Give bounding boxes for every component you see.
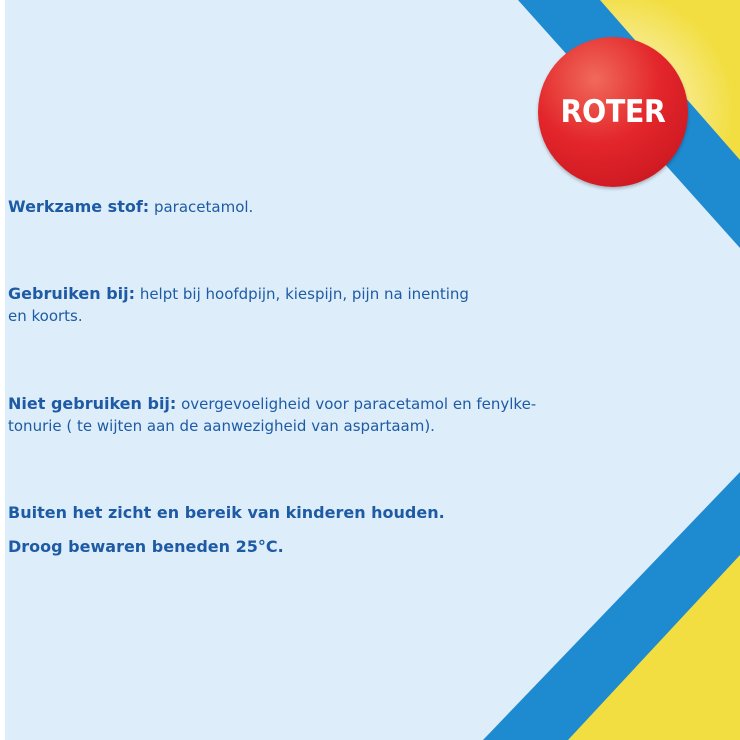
contraindications-text: overgevoeligheid voor paracetamol en fenylke- [176,395,537,413]
indications-text-cont: en koorts. [8,307,83,325]
indications-label: Gebruiken bij: [8,284,136,303]
active-ingredient-label: Werkzame stof: [8,197,150,216]
storage-instruction: Droog bewaren beneden 25°C. [8,537,284,556]
logo-text: ROTER [560,94,666,130]
keep-away-warning: Buiten het zicht en bereik van kinderen houden. [8,503,445,522]
contraindications-label: Niet gebruiken bij: [8,394,177,413]
active-ingredient-text: paracetamol. [149,198,254,216]
indications-text: helpt bij hoofdpijn, kiespijn, pijn na inenting [135,285,469,303]
active-ingredient-section [8,196,253,218]
roter-logo [538,37,688,187]
indications-section [8,283,469,327]
contraindications-text-cont: tonurie ( te wijten aan de aanwezigheid van aspartaam). [8,417,435,435]
contraindications-section [8,393,536,437]
